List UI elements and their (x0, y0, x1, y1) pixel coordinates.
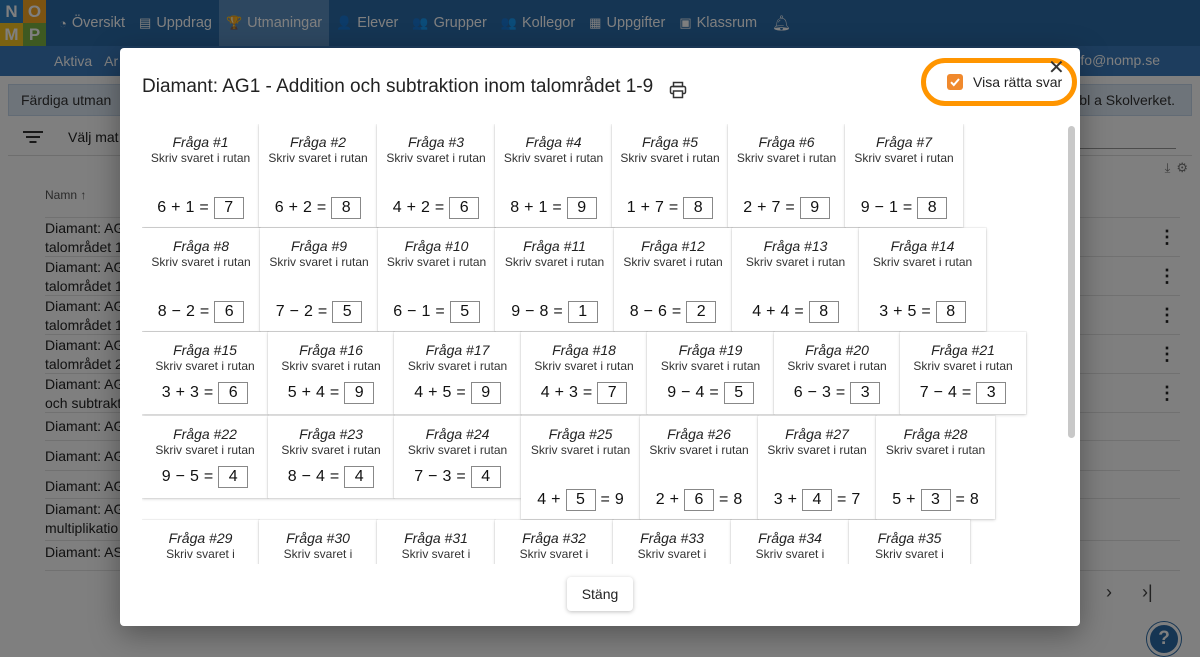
equals-sign: = (902, 199, 913, 216)
question-expression (640, 489, 758, 511)
operator: + (288, 199, 298, 216)
operand-b: 1 (538, 199, 548, 216)
question-title: Fråga #25 (548, 426, 613, 442)
operand-a: 3 (879, 303, 889, 320)
equals-sign: = (203, 468, 214, 485)
question-card (900, 332, 1026, 414)
equals-sign: = (709, 384, 719, 401)
close-button[interactable]: Stäng (567, 577, 633, 611)
question-card (774, 332, 900, 414)
question-prompt: Skriv svaret i (401, 547, 471, 561)
operand-b: 5 (190, 468, 199, 485)
close-icon[interactable]: ✕ (1048, 57, 1065, 79)
question-title: Fråga #28 (903, 426, 968, 442)
operator: − (301, 468, 311, 485)
question-expression (259, 197, 377, 219)
question-title: Fråga #7 (875, 134, 933, 150)
operand-b: 1 (889, 199, 898, 216)
question-expression (521, 489, 640, 511)
equals-sign: = (329, 384, 340, 401)
question-card (731, 520, 849, 564)
question-title: Fråga #35 (877, 530, 942, 546)
operand-a: 4 (752, 303, 762, 320)
question-card (377, 124, 495, 227)
question-title: Fråga #14 (890, 238, 955, 254)
question-expression (758, 489, 876, 511)
equals-sign: = (582, 384, 593, 401)
operand-a: 2 (743, 199, 753, 216)
answer-box[interactable]: 2 (686, 301, 716, 323)
question-grid (142, 124, 1064, 564)
operand-a: 8 (157, 303, 167, 320)
question-title: Fråga #29 (168, 530, 233, 546)
question-expression (394, 382, 521, 404)
operand-a: 7 (414, 468, 424, 485)
question-expression (845, 197, 963, 219)
question-prompt: Skriv svaret i rutan (660, 359, 761, 373)
question-prompt: Skriv svaret i rutan (151, 255, 251, 269)
question-card (647, 332, 774, 414)
operand-b: 5 (907, 303, 917, 320)
operand-a: 2 (655, 491, 665, 508)
question-prompt: Skriv svaret i rutan (155, 443, 255, 457)
question-title: Fråga #6 (758, 134, 815, 150)
question-expression (614, 301, 732, 323)
answer-box[interactable]: 4 (218, 466, 248, 488)
question-expression (900, 382, 1026, 404)
operand-a: 9 (161, 468, 171, 485)
question-expression (732, 301, 859, 323)
equals-sign: = (835, 384, 846, 401)
operator: + (551, 491, 561, 508)
result-value: 9 (614, 491, 624, 508)
operand-b: 8 (539, 303, 549, 320)
question-prompt: Skriv svaret i rutan (503, 151, 604, 165)
question-prompt: Skriv svaret i rutan (787, 359, 887, 373)
show-answers-checkbox[interactable] (947, 74, 963, 90)
question-card (259, 520, 377, 564)
dialog-title: Diamant: AG1 - Addition och subtraktion inom talområdet 1-9 (142, 76, 654, 97)
question-prompt: Skriv svaret i rutan (504, 255, 605, 269)
question-expression (142, 197, 259, 219)
question-prompt: Skriv svaret i (166, 547, 235, 561)
question-prompt: Skriv svaret i rutan (386, 151, 486, 165)
question-title: Fråga #3 (407, 134, 465, 150)
question-card (142, 416, 268, 498)
equals-sign: = (552, 199, 562, 216)
question-prompt: Skriv svaret i (283, 547, 353, 561)
operand-a: 4 (392, 199, 402, 216)
question-card (732, 228, 859, 331)
equals-sign: = (199, 199, 209, 216)
equals-sign: = (203, 384, 214, 401)
question-prompt: Skriv svaret i rutan (281, 443, 381, 457)
question-card (728, 124, 845, 227)
equals-sign: = (456, 468, 466, 485)
question-card (142, 520, 259, 564)
operand-a: 8 (287, 468, 297, 485)
question-expression (859, 301, 986, 323)
question-prompt: Skriv svaret i rutan (745, 255, 846, 269)
question-title: Fråga #22 (173, 426, 237, 442)
operand-b: 2 (186, 303, 195, 320)
question-card (142, 124, 259, 227)
question-card (260, 228, 378, 331)
answer-box[interactable]: 4 (802, 489, 832, 511)
operand-b: 7 (655, 199, 664, 216)
question-prompt: Skriv svaret i (637, 547, 707, 561)
operand-a: 5 (287, 384, 297, 401)
answer-box[interactable]: 3 (921, 489, 951, 511)
equals-sign: = (317, 303, 328, 320)
answer-box[interactable]: 8 (809, 301, 839, 323)
question-title: Fråga #34 (758, 530, 822, 546)
operand-b: 4 (316, 468, 325, 485)
equals-sign: = (435, 303, 445, 320)
operator: − (807, 384, 817, 401)
question-title: Fråga #9 (290, 238, 348, 254)
question-title: Fråga #27 (785, 426, 849, 442)
operator: − (407, 303, 417, 320)
operand-b: 7 (771, 199, 781, 216)
answer-box[interactable]: 6 (449, 197, 479, 219)
operator: + (640, 199, 650, 216)
operand-a: 1 (626, 199, 636, 216)
operand-b: 2 (421, 199, 430, 216)
answer-box[interactable]: 6 (684, 489, 714, 511)
answer-box[interactable]: 9 (471, 382, 501, 404)
answer-box[interactable]: 6 (218, 382, 248, 404)
answer-box[interactable]: 8 (331, 197, 361, 219)
question-title: Fråga #32 (522, 530, 586, 546)
question-title: Fråga #31 (404, 530, 468, 546)
question-prompt: Skriv svaret i rutan (407, 443, 508, 457)
operand-b: 4 (695, 384, 705, 401)
question-card (614, 228, 732, 331)
show-answers-label: Visa rätta svar (973, 74, 1063, 90)
question-title: Fråga #13 (763, 238, 828, 254)
question-expression (876, 489, 995, 511)
scrollbar[interactable] (1068, 126, 1075, 438)
question-card (521, 416, 640, 519)
equals-sign: = (329, 468, 340, 485)
operand-a: 8 (510, 199, 520, 216)
answer-box[interactable]: 9 (567, 197, 597, 219)
question-expression (495, 301, 614, 323)
question-card (845, 124, 963, 227)
operand-a: 6 (157, 199, 167, 216)
challenge-preview-dialog (120, 48, 1080, 626)
operator: − (289, 303, 299, 320)
question-card (849, 520, 970, 564)
operand-b: 2 (304, 303, 313, 320)
operator: − (681, 384, 691, 401)
question-expression (728, 197, 845, 219)
operand-b: 4 (316, 384, 325, 401)
equals-sign: = (553, 303, 563, 320)
question-prompt: Skriv svaret i (755, 547, 825, 561)
operand-a: 9 (860, 199, 870, 216)
operand-a: 4 (414, 384, 424, 401)
question-expression (495, 197, 612, 219)
question-title: Fråga #18 (552, 342, 616, 358)
operand-a: 5 (892, 491, 902, 508)
answer-box[interactable]: 6 (214, 301, 244, 323)
answer-box[interactable]: 5 (332, 301, 362, 323)
operand-b: 2 (303, 199, 312, 216)
equals-sign: = (434, 199, 445, 216)
question-title: Fråga #2 (289, 134, 347, 150)
answer-box[interactable]: 7 (597, 382, 627, 404)
answer-box[interactable]: 9 (800, 197, 830, 219)
question-card (859, 228, 986, 331)
question-card (394, 332, 521, 414)
result-value: 8 (969, 491, 979, 508)
answer-box[interactable]: 5 (566, 489, 596, 511)
equals-sign: = (316, 199, 327, 216)
answer-box[interactable]: 4 (344, 466, 374, 488)
question-expression (774, 382, 900, 404)
operand-a: 8 (629, 303, 639, 320)
operator: + (175, 384, 185, 401)
question-title: Fråga #12 (641, 238, 705, 254)
answer-box[interactable]: 7 (214, 197, 244, 219)
equals-sign: = (837, 491, 847, 508)
operator: + (428, 384, 438, 401)
question-title: Fråga #11 (523, 238, 586, 254)
question-card (612, 124, 728, 227)
question-title: Fråga #19 (678, 342, 743, 358)
answer-box[interactable]: 9 (344, 382, 374, 404)
question-prompt: Skriv svaret i rutan (534, 359, 634, 373)
operand-b: 5 (442, 384, 452, 401)
result-value: 7 (851, 491, 861, 508)
result-value: 8 (733, 491, 743, 508)
question-title: Fråga #10 (404, 238, 469, 254)
operator: + (301, 384, 311, 401)
question-prompt: Skriv svaret i rutan (155, 359, 255, 373)
equals-sign: = (794, 303, 804, 320)
question-title: Fråga #30 (286, 530, 350, 546)
question-prompt: Skriv svaret i rutan (649, 443, 749, 457)
question-prompt: Skriv svaret i rutan (269, 255, 369, 269)
operator: + (554, 384, 564, 401)
operand-b: 3 (442, 468, 452, 485)
question-prompt: Skriv svaret i (519, 547, 589, 561)
question-card (394, 416, 521, 498)
question-expression (142, 466, 268, 488)
equals-sign: = (668, 199, 679, 216)
answer-box[interactable]: 5 (450, 301, 480, 323)
operand-b: 6 (658, 303, 667, 320)
equals-sign: = (456, 384, 466, 401)
question-card (378, 228, 495, 331)
answer-box[interactable]: 3 (850, 382, 880, 404)
operator: − (643, 303, 653, 320)
question-title: Fråga #24 (425, 426, 490, 442)
question-card (268, 416, 394, 498)
question-expression (612, 197, 728, 219)
operator: + (766, 303, 776, 320)
question-title: Fråga #15 (173, 342, 237, 358)
question-prompt: Skriv svaret i rutan (767, 443, 867, 457)
operand-a: 9 (511, 303, 521, 320)
operator: + (787, 491, 797, 508)
operand-b: 3 (190, 384, 199, 401)
operator: − (175, 468, 185, 485)
operand-a: 4 (537, 491, 547, 508)
equals-sign: = (785, 199, 795, 216)
question-card (268, 332, 394, 414)
question-prompt: Skriv svaret i rutan (150, 151, 251, 165)
question-title: Fråga #17 (425, 342, 490, 358)
operator: + (406, 199, 416, 216)
question-card (142, 228, 260, 331)
question-prompt: Skriv svaret i (875, 547, 944, 561)
answer-box[interactable]: 8 (683, 197, 713, 219)
answer-box[interactable]: 3 (976, 382, 1006, 404)
operator: + (524, 199, 534, 216)
question-expression (142, 301, 260, 323)
question-title: Fråga #8 (172, 238, 230, 254)
equals-sign: = (199, 303, 210, 320)
question-prompt: Skriv svaret i rutan (530, 443, 631, 457)
equals-sign: = (961, 384, 972, 401)
question-title: Fråga #1 (172, 134, 229, 150)
operand-b: 4 (948, 384, 957, 401)
operand-a: 7 (919, 384, 929, 401)
operator: − (525, 303, 535, 320)
question-prompt: Skriv svaret i rutan (872, 255, 973, 269)
operator: − (171, 303, 181, 320)
question-card (495, 520, 613, 564)
equals-sign: = (955, 491, 965, 508)
operand-a: 4 (540, 384, 550, 401)
answer-box[interactable]: 4 (471, 466, 501, 488)
equals-sign: = (719, 491, 729, 508)
question-expression (268, 466, 394, 488)
question-expression (142, 382, 268, 404)
question-title: Fråga #26 (667, 426, 731, 442)
question-prompt: Skriv svaret i rutan (885, 443, 986, 457)
print-icon[interactable] (669, 81, 687, 99)
question-prompt: Skriv svaret i rutan (407, 359, 508, 373)
question-expression (647, 382, 774, 404)
operand-a: 3 (773, 491, 783, 508)
question-title: Fråga #16 (299, 342, 363, 358)
question-expression (378, 301, 495, 323)
equals-sign: = (600, 491, 610, 508)
question-prompt: Skriv svaret i rutan (623, 255, 723, 269)
question-card (613, 520, 731, 564)
operand-a: 6 (393, 303, 403, 320)
answer-box[interactable]: 8 (917, 197, 947, 219)
operand-a: 6 (274, 199, 284, 216)
question-expression (268, 382, 394, 404)
operand-a: 9 (667, 384, 677, 401)
question-card (521, 332, 647, 414)
answer-box[interactable]: 5 (724, 382, 754, 404)
question-title: Fråga #21 (931, 342, 995, 358)
question-prompt: Skriv svaret i rutan (913, 359, 1013, 373)
question-title: Fråga #20 (805, 342, 869, 358)
question-expression (394, 466, 521, 488)
question-prompt: Skriv svaret i rutan (620, 151, 720, 165)
equals-sign: = (921, 303, 931, 320)
operand-a: 6 (793, 384, 803, 401)
operand-b: 1 (421, 303, 431, 320)
operator: + (906, 491, 916, 508)
operand-b: 3 (822, 384, 831, 401)
operand-a: 7 (275, 303, 285, 320)
operand-b: 4 (780, 303, 790, 320)
question-card (876, 416, 995, 519)
operator: + (171, 199, 181, 216)
operator: + (757, 199, 767, 216)
operator: + (893, 303, 903, 320)
operator: + (669, 491, 679, 508)
question-title: Fråga #33 (640, 530, 704, 546)
question-prompt: Skriv svaret i rutan (386, 255, 487, 269)
question-card (495, 228, 614, 331)
question-expression (377, 197, 495, 219)
operand-b: 1 (185, 199, 195, 216)
answer-box[interactable]: 1 (568, 301, 598, 323)
operator: − (874, 199, 884, 216)
checkmark-icon (949, 76, 961, 88)
question-title: Fråga #5 (641, 134, 699, 150)
question-prompt: Skriv svaret i rutan (854, 151, 954, 165)
question-card (259, 124, 377, 227)
answer-box[interactable]: 8 (936, 301, 966, 323)
question-title: Fråga #23 (299, 426, 363, 442)
question-card (640, 416, 758, 519)
question-card (758, 416, 876, 519)
question-prompt: Skriv svaret i rutan (736, 151, 837, 165)
operand-a: 3 (161, 384, 171, 401)
question-prompt: Skriv svaret i rutan (268, 151, 368, 165)
operator: − (933, 384, 943, 401)
operator: − (428, 468, 438, 485)
equals-sign: = (671, 303, 682, 320)
question-prompt: Skriv svaret i rutan (281, 359, 381, 373)
question-card (142, 332, 268, 414)
operand-b: 3 (569, 384, 578, 401)
question-card (377, 520, 495, 564)
question-title: Fråga #4 (525, 134, 582, 150)
question-expression (521, 382, 647, 404)
question-expression (260, 301, 378, 323)
question-card (495, 124, 612, 227)
